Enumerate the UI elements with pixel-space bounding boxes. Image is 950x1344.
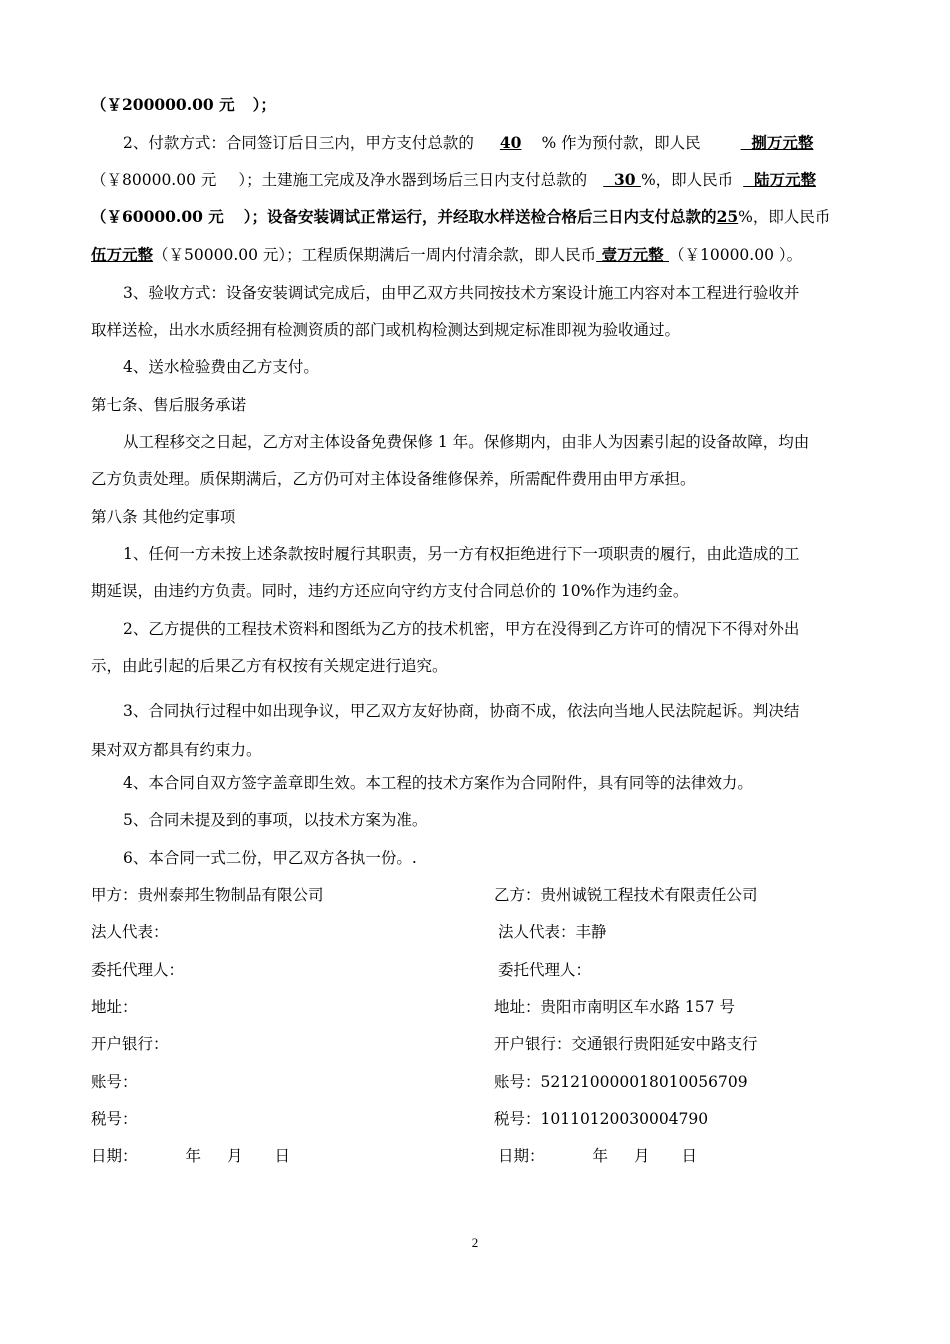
party-b-name: 乙方：贵州诚锐工程技术有限责任公司: [494, 886, 758, 904]
party-a-rep: 法人代表：: [91, 923, 169, 941]
party-b-address: 地址：贵阳市南明区车水路 157 号: [494, 998, 735, 1016]
article8-item6: 6、本合同一式二份，甲乙双方各执一份。.: [123, 849, 417, 867]
third-amount-cn: 伍万元整: [91, 245, 154, 264]
party-a-agent: 委托代理人：: [91, 961, 185, 979]
third-percent: 25: [716, 207, 739, 226]
article8-title: 第八条 其他约定事项: [91, 508, 236, 526]
article8-item1-a: 1、任何一方未按上述条款按时履行其职责，另一方有权拒绝进行下一项职责的履行，由此造成的工: [123, 545, 800, 563]
article8-item1-b: 期延误，由违约方负责。同时，违约方还应向守约方支付合同总价的 10%作为违约金。: [91, 582, 689, 600]
payment-final-line: 伍万元整（￥50000.00 元）；工程质保期满后一周内付清余款，即人民币 壹万元整 （￥10000.00 ）。: [91, 245, 803, 264]
party-b-date: 日期： 年 月 日: [498, 1147, 698, 1165]
payment-total-line: （￥200000.00 元 ）；: [91, 95, 276, 114]
article8-item2-b: 示，由此引起的后果乙方有权按有关规定进行追究。: [91, 657, 448, 675]
party-b-agent: 委托代理人：: [498, 961, 592, 979]
party-a-date: 日期： 年 月 日: [91, 1147, 291, 1165]
payment-third-line: （￥60000.00 元 ）；设备安装调试正常运行，并经取水样送检合格后三日内支付总款的25%，即人民币: [91, 207, 831, 226]
party-b-rep: 法人代表：丰静: [498, 923, 607, 941]
article7-title: 第七条、售后服务承诺: [91, 396, 247, 414]
party-b-tax: 税号：10110120030004790: [494, 1110, 709, 1128]
party-a-address: 地址：: [91, 998, 138, 1016]
total-amount: （￥200000.00 元: [91, 95, 235, 114]
inspection-fee: 4、送水检验费由乙方支付。: [123, 358, 319, 376]
acceptance-line-2: 取样送检，出水水质经拥有检测资质的部门或机构检测达到规定标准即视为验收通过。: [91, 321, 681, 339]
second-amount-cn: 陆万元整: [753, 170, 816, 189]
party-a-bank: 开户银行：: [91, 1035, 169, 1053]
article7-para-1: 从工程移交之日起，乙方对主体设备免费保修 1 年。保修期内，由非人为因素引起的设备故障，均由: [123, 433, 810, 451]
party-b-bank: 开户银行：交通银行贵阳延安中路支行: [494, 1035, 758, 1053]
article8-item5: 5、合同未提及到的事项，以技术方案为准。: [123, 811, 428, 829]
article8-item3-a: 3、合同执行过程中如出现争议，甲乙双方友好协商，协商不成，依法向当地人民法院起诉。判决结: [123, 702, 800, 720]
page-number: 2: [471, 1235, 479, 1250]
advance-amount-cn: 捌万元整: [751, 133, 814, 152]
article8-item3-b: 果对双方都具有约束力。: [91, 741, 262, 759]
payment-method-line: 2、付款方式：合同签订后日三内，甲方支付总款的 40 % 作为预付款，即人民 捌万元整: [123, 133, 814, 152]
article7-para-2: 乙方负责处理。质保期满后，乙方仍可对主体设备维修保养，所需配件费用由甲方承担。: [91, 470, 696, 488]
advance-percent: 40: [499, 133, 522, 152]
party-a-name: 甲方：贵州泰邦生物制品有限公司: [91, 886, 324, 904]
final-amount-cn: 壹万元整: [601, 245, 664, 264]
article8-item4: 4、本合同自双方签字盖章即生效。本工程的技术方案作为合同附件，具有同等的法律效力。: [123, 774, 753, 792]
article8-item2-a: 2、乙方提供的工程技术资料和图纸为乙方的技术机密，甲方在没得到乙方许可的情况下不得对外出: [123, 620, 800, 638]
party-a-tax: 税号：: [91, 1110, 138, 1128]
party-a-account: 账号：: [91, 1073, 138, 1091]
second-percent: 30: [613, 170, 636, 189]
payment-second-line: （￥80000.00 元 ）；土建施工完成及净水器到场后三日内支付总款的 30 %，即人民币 陆万元整: [91, 170, 816, 189]
party-b-account: 账号：521210000018010056709: [494, 1073, 748, 1091]
acceptance-line-1: 3、验收方式：设备安装调试完成后，由甲乙双方共同按技术方案设计施工内容对本工程进行验收并: [123, 284, 800, 302]
